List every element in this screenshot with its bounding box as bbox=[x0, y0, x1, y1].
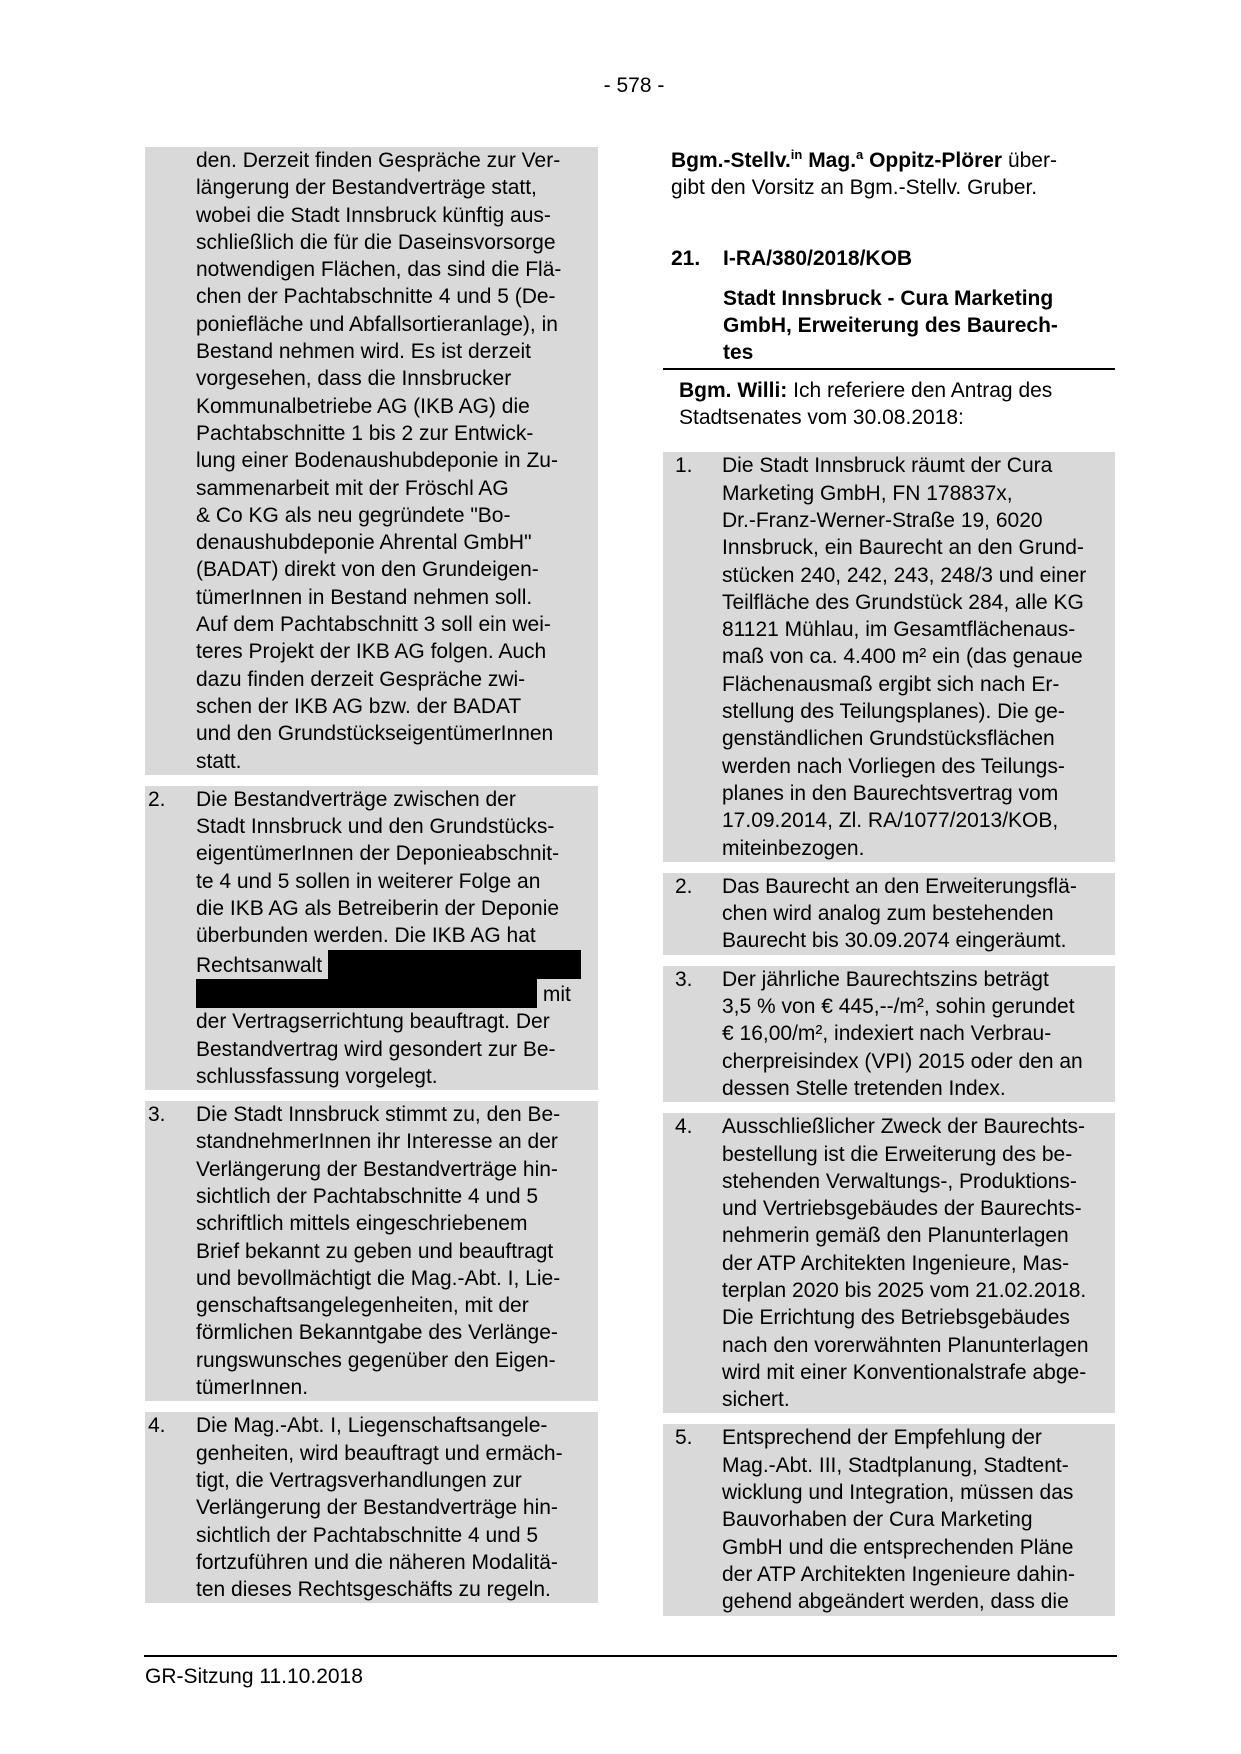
text-line: statt. bbox=[196, 749, 242, 773]
text-line: denaushubdeponie Ahrental GmbH" bbox=[196, 531, 532, 555]
text-line: der Vertragserrichtung beauftragt. Der bbox=[196, 1010, 550, 1034]
text-line: (BADAT) direkt von den Grundeigen- bbox=[196, 558, 539, 582]
agenda-heading bbox=[663, 245, 1115, 370]
text-line: mit bbox=[196, 979, 598, 1008]
speaker-paragraph bbox=[663, 377, 1115, 432]
text-line: Bgm.-Stellv.$^{in}$ Mag.$^a$ Oppitz-Plörer über- bbox=[671, 147, 1057, 172]
redaction-bar bbox=[196, 979, 537, 1008]
text-line: Bauvorhaben der Cura Marketing bbox=[722, 1508, 1033, 1532]
text-line: schließlich die für die Daseinsvorsorge bbox=[196, 230, 556, 254]
text-line: Pachtabschnitte 1 bis 2 zur Entwick- bbox=[196, 421, 534, 445]
list-item bbox=[145, 1101, 598, 1401]
text-line: Die Stadt Innsbruck stimmt zu, den Be- bbox=[196, 1103, 561, 1127]
text-line: tigt, die Vertragsverhandlungen zur bbox=[196, 1468, 522, 1492]
paragraph bbox=[671, 377, 1115, 432]
text-line: bestellung ist die Erweiterung des be- bbox=[722, 1142, 1073, 1166]
text-line: Bestandvertrag wird gesondert zur Be- bbox=[196, 1037, 556, 1061]
text-line: sichtlich der Pachtabschnitte 4 und 5 bbox=[196, 1523, 539, 1547]
text-line: notwendigen Flächen, das sind die Flä- bbox=[196, 258, 562, 282]
text-line: Ausschließlicher Zweck der Baurechts- bbox=[722, 1115, 1085, 1139]
text-line: Mag.-Abt. III, Stadtplanung, Stadtent- bbox=[722, 1453, 1069, 1477]
agenda-code: I-RA/380/2018/KOB bbox=[723, 246, 913, 270]
text-line: stehenden Verwaltungs-, Produktions- bbox=[722, 1169, 1077, 1193]
paragraph bbox=[145, 147, 598, 775]
list-item-number: 5. bbox=[675, 1426, 693, 1450]
text-line: Entsprechend der Empfehlung der bbox=[722, 1426, 1042, 1450]
text-line: stellung des Teilungsplanes). Die ge- bbox=[722, 700, 1065, 724]
list-item bbox=[663, 873, 1115, 955]
text-line: der ATP Architekten Ingenieure, Mas- bbox=[722, 1251, 1070, 1275]
text-line: Das Baurecht an den Erweiterungsflä- bbox=[722, 874, 1077, 898]
text-line: Dr.-Franz-Werner-Straße 19, 6020 bbox=[722, 508, 1043, 532]
text-line: förmlichen Bekanntgabe des Verlänge- bbox=[196, 1321, 558, 1345]
left-column bbox=[145, 147, 598, 1603]
text-line: terplan 2020 bis 2025 vom 21.02.2018. bbox=[722, 1278, 1087, 1302]
agenda-item-list bbox=[663, 452, 1115, 1615]
text-line: vorgesehen, dass die Innsbrucker bbox=[196, 367, 512, 391]
text-line: 81121 Mühlau, im Gesamtflächenaus- bbox=[722, 618, 1076, 642]
text-line: Rechtsanwalt bbox=[196, 950, 598, 979]
text-line: maß von ca. 4.400 m² ein (das genaue bbox=[722, 645, 1083, 669]
text-line: ten dieses Rechtsgeschäfts zu regeln. bbox=[196, 1578, 551, 1602]
text-line: standnehmerInnen ihr Interesse an der bbox=[196, 1130, 558, 1154]
agenda-title-line: tes bbox=[723, 341, 754, 365]
text-line: dazu finden derzeit Gespräche zwi- bbox=[196, 667, 526, 691]
text-line: nehmerin gemäß den Planunterlagen bbox=[722, 1224, 1069, 1248]
agenda-title-line: GmbH, Erweiterung des Baurech- bbox=[723, 314, 1058, 338]
text-line: miteinbezogen. bbox=[722, 836, 865, 860]
text-line: € 16,00/m², indexiert nach Verbrau- bbox=[722, 1022, 1052, 1046]
agenda-title-line: Stadt Innsbruck - Cura Marketing bbox=[723, 286, 1054, 310]
text-line: Baurecht bis 30.09.2074 eingeräumt. bbox=[722, 929, 1067, 953]
text-line: stücken 240, 242, 243, 248/3 und einer bbox=[722, 563, 1087, 587]
paragraph bbox=[663, 147, 1115, 202]
text-line: sichert. bbox=[722, 1388, 790, 1412]
text-line: cherpreisindex (VPI) 2015 oder den an bbox=[722, 1049, 1083, 1073]
text-line: te 4 und 5 sollen in weiterer Folge an bbox=[196, 869, 541, 893]
text-line: Stadtsenates vom 30.08.2018: bbox=[679, 406, 964, 430]
text-line: werden nach Vorliegen des Teilungs- bbox=[722, 754, 1065, 778]
text-line: genheiten, wird beauftragt und ermäch- bbox=[196, 1441, 563, 1465]
text-line: schen der IKB AG bzw. der BADAT bbox=[196, 694, 522, 718]
list-item bbox=[145, 786, 598, 1090]
text-line: sammenarbeit mit der Fröschl AG bbox=[196, 476, 509, 500]
text-line: Bgm. Willi: Ich referiere den Antrag des bbox=[679, 378, 1053, 402]
text-line: gibt den Vorsitz an Bgm.-Stellv. Gruber. bbox=[671, 176, 1038, 200]
text-line: und den GrundstückseigentümerInnen bbox=[196, 722, 554, 746]
text-line: tümerInnen in Bestand nehmen soll. bbox=[196, 585, 533, 609]
list-item-number: 2. bbox=[148, 787, 166, 811]
list-item bbox=[663, 966, 1115, 1102]
text-line: tümerInnen. bbox=[196, 1376, 309, 1400]
text-line: wobei die Stadt Innsbruck künftig aus- bbox=[196, 203, 551, 227]
text-line: Verlängerung der Bestandverträge hin- bbox=[196, 1496, 558, 1520]
text-line: Brief bekannt zu geben und beauftragt bbox=[196, 1239, 554, 1263]
text-line: genschaftsangelegenheiten, mit der bbox=[196, 1294, 529, 1318]
text-line: wird mit einer Konventionalstrafe abge- bbox=[722, 1360, 1087, 1384]
text-line: Der jährliche Baurechtszins beträgt bbox=[722, 967, 1049, 991]
text-line: wicklung und Integration, müssen das bbox=[722, 1481, 1074, 1505]
text-line: rungswunsches gegenüber den Eigen- bbox=[196, 1348, 556, 1372]
text-line: und Vertriebsgebäudes der Baurechts- bbox=[722, 1197, 1082, 1221]
text-line: genständlichen Grundstücksflächen bbox=[722, 727, 1055, 751]
text-line: dessen Stelle tretenden Index. bbox=[722, 1076, 1006, 1100]
text-line: längerung der Bestandverträge statt, bbox=[196, 176, 537, 200]
text-line: fortzuführen und die näheren Modalitä- bbox=[196, 1550, 558, 1574]
footer-divider bbox=[144, 1655, 1117, 1657]
text-line: und bevollmächtigt die Mag.-Abt. I, Lie- bbox=[196, 1266, 561, 1290]
text-line: überbunden werden. Die IKB AG hat bbox=[196, 924, 536, 948]
list-item-number: 1. bbox=[675, 454, 693, 478]
text-line: planes in den Baurechtsvertrag vom bbox=[722, 781, 1059, 805]
text-line: sichtlich der Pachtabschnitte 4 und 5 bbox=[196, 1184, 539, 1208]
text-line: teres Projekt der IKB AG folgen. Auch bbox=[196, 640, 547, 664]
list-item-number: 4. bbox=[148, 1414, 166, 1438]
text-line: Verlängerung der Bestandverträge hin- bbox=[196, 1157, 558, 1181]
agenda-number: 21. bbox=[671, 246, 701, 270]
list-item bbox=[663, 452, 1115, 861]
list-item-number: 4. bbox=[675, 1115, 693, 1139]
text-line: schlussfassung vorgelegt. bbox=[196, 1064, 438, 1088]
list-item bbox=[145, 1412, 598, 1603]
text-line: Die Mag.-Abt. I, Liegenschaftsangele- bbox=[196, 1414, 548, 1438]
text-line: 17.09.2014, Zl. RA/1077/2013/KOB, bbox=[722, 809, 1059, 833]
intro-paragraph bbox=[663, 147, 1115, 202]
text-line: der ATP Architekten Ingenieure dahin- bbox=[722, 1562, 1075, 1586]
list-item-number: 2. bbox=[675, 874, 693, 898]
text-line: Bestand nehmen wird. Es ist derzeit bbox=[196, 340, 531, 364]
text-line: Marketing GmbH, FN 178837x, bbox=[722, 481, 1013, 505]
agenda-title bbox=[723, 285, 1115, 367]
list-item-number: 3. bbox=[675, 967, 693, 991]
footer-text: GR-Sitzung 11.10.2018 bbox=[145, 1665, 363, 1688]
text-line: & Co KG als neu gegründete "Bo- bbox=[196, 503, 511, 527]
text-line: gehend abgeändert werden, dass die bbox=[722, 1590, 1069, 1614]
text-line: die IKB AG als Betreiberin der Deponie bbox=[196, 897, 560, 921]
text-line: nach den vorerwähnten Planunterlagen bbox=[722, 1333, 1089, 1357]
text-line: Die Stadt Innsbruck räumt der Cura bbox=[722, 454, 1053, 478]
text-line: Kommunalbetriebe AG (IKB AG) die bbox=[196, 394, 530, 418]
text-line: Flächenausmaß ergibt sich nach Er- bbox=[722, 672, 1060, 696]
text-line: Innsbruck, ein Baurecht an den Grund- bbox=[722, 536, 1084, 560]
list-item-number: 3. bbox=[148, 1103, 166, 1127]
heading-underline bbox=[663, 368, 1115, 370]
text-line: schriftlich mittels eingeschriebenem bbox=[196, 1212, 528, 1236]
text-line: chen der Pachtabschnitte 4 und 5 (De- bbox=[196, 285, 556, 309]
redaction-bar bbox=[328, 950, 581, 979]
text-line: 3,5 % von € 445,--/m², sohin gerundet bbox=[722, 995, 1075, 1019]
text-line: Die Errichtung des Betriebsgebäudes bbox=[722, 1306, 1070, 1330]
list-item bbox=[663, 1113, 1115, 1413]
page-number: - 578 - bbox=[603, 74, 665, 97]
text-line: eigentümerInnen der Deponieabschnit- bbox=[196, 842, 560, 866]
right-column bbox=[663, 147, 1115, 1616]
text-line: Die Bestandverträge zwischen der bbox=[196, 787, 516, 811]
text-line: Teilfläche des Grundstück 284, alle KG bbox=[722, 590, 1084, 614]
text-line: Auf dem Pachtabschnitt 3 soll ein wei- bbox=[196, 613, 551, 637]
text-line: lung einer Bodenaushubdeponie in Zu- bbox=[196, 449, 558, 473]
text-line: chen wird analog zum bestehenden bbox=[722, 902, 1054, 926]
text-line: poniefläche und Abfallsortieranlage), in bbox=[196, 312, 558, 336]
list-item bbox=[663, 1424, 1115, 1615]
text-line: Stadt Innsbruck und den Grundstücks- bbox=[196, 815, 555, 839]
text-line: GmbH und die entsprechenden Pläne bbox=[722, 1535, 1074, 1559]
text-line: den. Derzeit finden Gespräche zur Ver- bbox=[196, 149, 561, 172]
